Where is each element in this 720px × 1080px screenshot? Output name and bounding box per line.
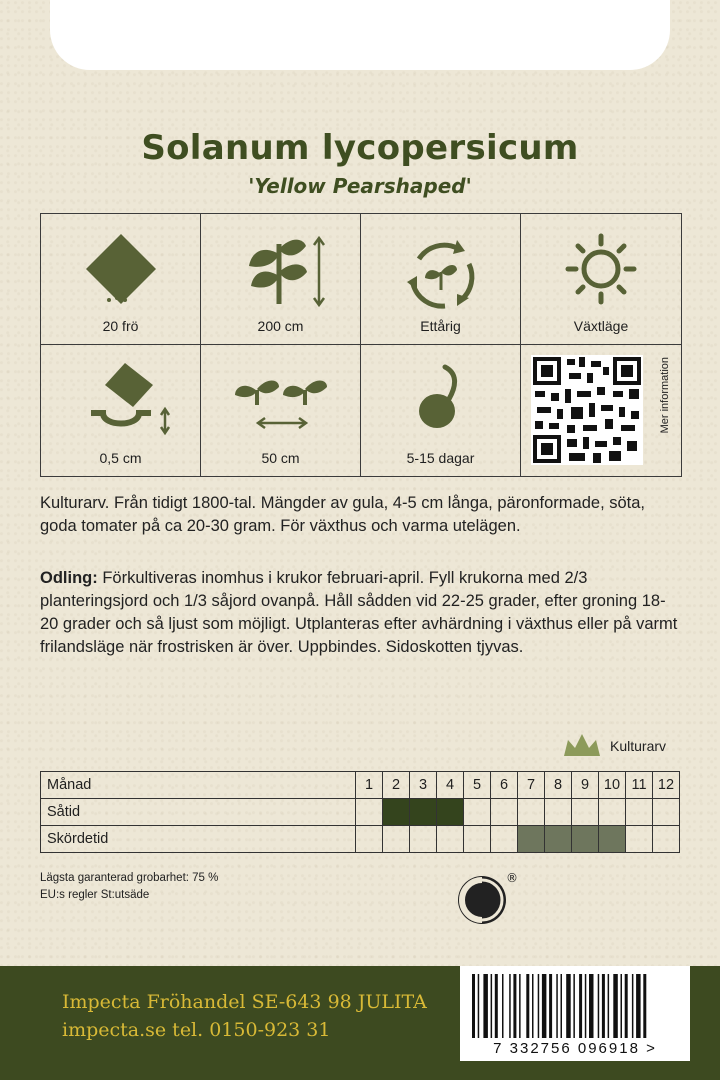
company-contact: impecta.se tel. 0150-923 31 [62,1019,331,1041]
seed-count-cell [41,214,201,345]
svg-text:®: ® [506,871,518,885]
sowing-cell [410,799,437,826]
month-8: 8 [545,772,572,799]
calendar-month-row [41,772,680,799]
germination-guarantee: Lägsta garanterad grobarhet: 75 % [40,872,219,884]
sowing-depth-cell [41,345,201,476]
harvest-cell [410,826,437,853]
cultivation-heading: Odling: [40,569,98,587]
cultivation-text: Förkultiveras inomhus i krukor februari-april. Fyll krukorna med 2/3 planteringsjord och 1/3 såjord ovanpå. Håll sådden vid 22-25 grader, efter groning 18-20 grader och så ljust som möjligt. Utplanteras efter avhärdning i växthus eller på varmt frilandsläge när frostrisken är över. Uppbindes. Sidoskotten tjyvas. [40,569,678,656]
harvest-time-row [41,826,680,853]
harvest-cell [518,826,545,853]
month-10: 10 [599,772,626,799]
month-9: 9 [572,772,599,799]
harvest-cell [383,826,410,853]
spacing-cell [201,345,361,476]
company-address: Impecta Fröhandel SE-643 98 JULITA [62,991,427,1013]
month-11: 11 [626,772,653,799]
barcode-bars [460,970,690,1042]
harvest-cell [572,826,599,853]
spacing-label: 50 cm [261,450,300,466]
heritage-label: Kulturarv [610,738,667,754]
height-label: 200 cm [257,318,304,334]
species-title: Solanum lycopersicum [141,128,579,168]
height-cell [201,214,361,345]
sowing-cell [464,799,491,826]
sowing-cell [599,799,626,826]
harvest-cell [356,826,383,853]
germination-cell [361,345,521,476]
variety-description: Kulturarv. Från tidigt 1800-tal. Mängder av gula, 4-5 cm långa, päronformade, söta, goda tomater på ca 20-30 gram. För växthus och varma utelägen. [40,494,646,535]
month-1: 1 [356,772,383,799]
harvest-cell [491,826,518,853]
sowing-cell [437,799,464,826]
sowing-depth-label: 0,5 cm [99,450,142,466]
sowing-time-label: Såtid [41,799,356,826]
sowing-cell [572,799,599,826]
sowing-time-row [41,799,680,826]
eu-rules-note: EU:s regler St:utsäde [40,889,150,901]
cultivation-paragraph [40,567,682,659]
sowing-cell [626,799,653,826]
green-dot-recycle-icon [456,870,520,934]
heritage-badge [560,730,690,764]
seed-count-label: 20 frö [102,318,139,334]
heritage-crown-icon [560,730,604,764]
qr-cell[interactable] [521,345,681,476]
sowing-cell [491,799,518,826]
position-label: Växtläge [573,318,629,334]
sowing-cell [653,799,680,826]
month-3: 3 [410,772,437,799]
month-2: 2 [383,772,410,799]
icon-grid [40,213,682,477]
variety-subtitle: 'Yellow Pearshaped' [248,174,472,198]
month-7: 7 [518,772,545,799]
harvest-time-label: Skördetid [41,826,356,853]
sowing-cell [545,799,572,826]
month-12: 12 [653,772,680,799]
harvest-cell [437,826,464,853]
sowing-cell [518,799,545,826]
harvest-cell [599,826,626,853]
qr-more-info-label: Mer information [659,357,671,434]
sowing-cell [383,799,410,826]
germination-label: 5-15 dagar [406,450,475,466]
barcode-number: 7 332756 096918 > [493,1040,657,1057]
month-4: 4 [437,772,464,799]
month-5: 5 [464,772,491,799]
qr-code-icon[interactable] [521,345,681,477]
barcode [460,966,690,1061]
hang-tab-cutout [50,0,670,70]
lifecycle-cell [361,214,521,345]
sowing-calendar [40,771,680,853]
month-6: 6 [491,772,518,799]
harvest-cell [653,826,680,853]
harvest-cell [464,826,491,853]
harvest-cell [545,826,572,853]
month-header: Månad [41,772,356,799]
position-cell [521,214,681,345]
lifecycle-label: Ettårig [420,318,461,334]
harvest-cell [626,826,653,853]
sowing-cell [356,799,383,826]
